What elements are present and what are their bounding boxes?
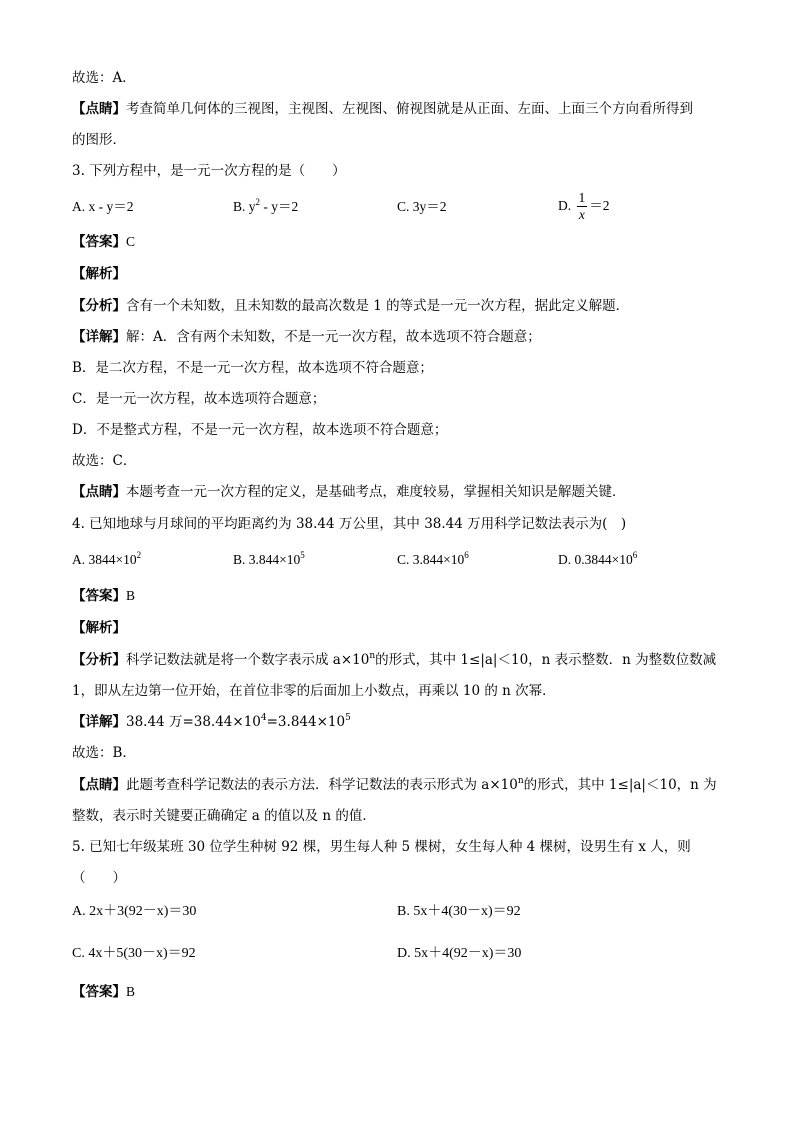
q5-option-c: C. 4x＋5(30－x)＝92 [72,946,196,961]
analysis-4-header: 【解析】 [72,620,126,636]
q3-option-a: A. x - y＝2 [72,199,134,214]
comment-3: 【点睛】本题考查一元一次方程的定义，是基础考点，难度较易，掌握相关知识是解题关键． [72,484,626,500]
analysis-4: 【分析】科学记数法就是将一个数字表示成 $a\times 10^n$的形式，其中 1≤|a|＜10，n 表示整数．n 为整数位数减 [72,651,717,668]
detail-3: 【详解】解：A．含有两个未知数，不是一元一次方程，故本选项不符合题意； [72,329,541,345]
question-5: 5. 已知七年级某班 30 位学生种树 92 棵，男生每人种 5 棵树，女生每人种 4 棵树，设男生有 x 人，则 [72,839,691,855]
fraction: $\frac{1}{x}$ [578,190,586,223]
detail-4: 【详解】38.44 万$=38.44\times 10^4=3.844\times 10^5$ [72,713,351,730]
q3-option-d: D. $\frac{1}{x}$ ＝2 [558,190,610,223]
comment-tag: 【点睛】 [72,101,126,117]
q5-option-a: A. 2x＋3(92－x)＝30 [72,904,197,919]
comment-paragraph: 【点睛】考查简单几何体的三视图，主视图、左视图、俯视图就是从正面、左面、上面三个方向看所得到 [72,101,693,117]
analysis-3: 【分析】含有一个未知数，且未知数的最高次数是 1 的等式是一元一次方程，据此定义解题． [72,298,630,314]
answer-4: 【答案】B [72,588,136,604]
answer-3: 【答案】C [72,234,136,250]
detail-3-d: D．不是整式方程，不是一元一次方程，故本选项不符合题意； [72,422,448,438]
detail-3-b: B．是二次方程，不是一元一次方程，故本选项不符合题意； [72,360,433,376]
q5-option-d: D. 5x＋4(92－x)＝30 [397,946,522,961]
choice-4: 故选：B． [72,745,136,761]
q3-option-c: C. 3y＝2 [397,199,447,214]
q4-option-d: D. $0.3844\times 10^6$ [558,550,638,567]
question-3: 3. 下列方程中，是一元一次方程的是（ ） [72,163,346,179]
comment-4-cont: 整数，表示时关键要正确确定 a 的值以及 n 的值． [72,808,376,824]
detail-3-c: C．是一元一次方程，故本选项符合题意； [72,391,326,407]
answer-choice-line: 故选：A． [72,70,136,86]
question-4: 4. 已知地球与月球间的平均距离约为 38.44 万公里，其中 38.44 万用科学记数法表示为( ) [72,516,627,532]
q4-option-b: B. $3.844\times 10^5$ [233,550,305,567]
comment-paragraph-cont: 的图形． [72,132,126,148]
analysis-3-header: 【解析】 [72,266,126,282]
comment-4: 【点睛】此题考查科学记数法的表示方法．科学记数法的表示形式为 $a\times 10^n$的形式，其中 1≤|a|＜10，n 为 [72,776,717,793]
q4-option-c: C. $3.844\times 10^6$ [397,550,469,567]
q5-option-b: B. 5x＋4(30－x)＝92 [397,904,521,919]
analysis-4-cont: 1，即从左边第一位开始，在首位非零的后面加上小数点，再乘以 10 的 n 次幂． [72,683,556,699]
choice-3: 故选：C． [72,453,137,469]
q4-option-a: A. $3844\times 10^2$ [72,550,142,567]
question-5-cont: （ ） [72,870,126,886]
q3-option-b: B. $y^2 - y=2$ [233,197,299,214]
answer-5: 【答案】B [72,984,136,1000]
